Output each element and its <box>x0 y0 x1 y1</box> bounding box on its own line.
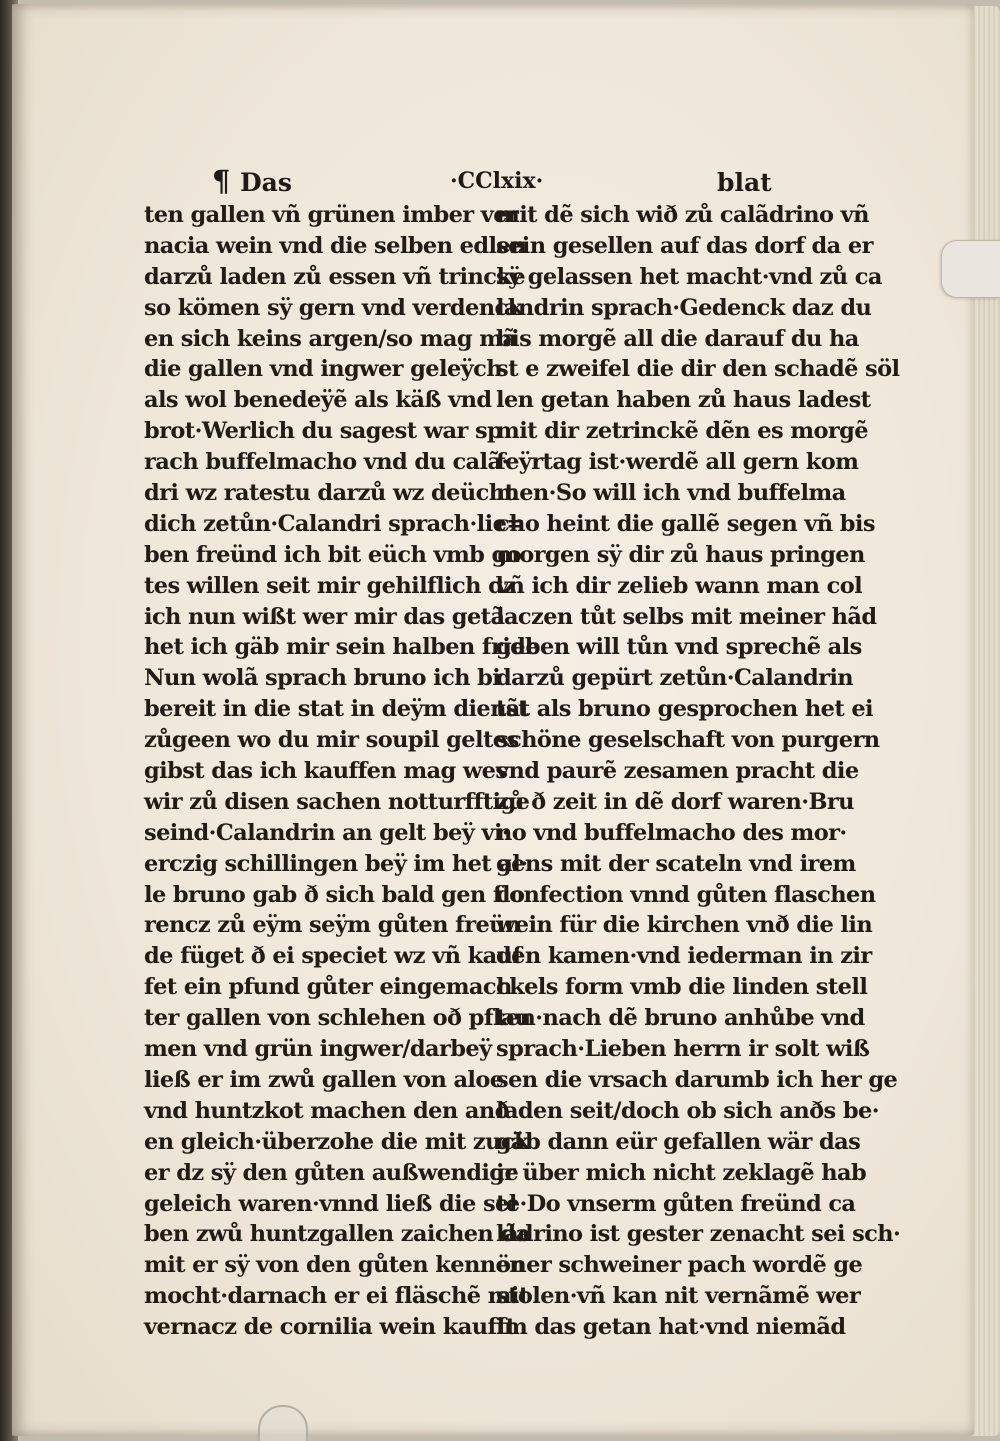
text-line: dich zetůn·Calandri sprach·lie= <box>144 510 525 537</box>
text-line: confection vnnd gůten flaschen <box>496 881 876 908</box>
text-line: seind·Calandrin an gelt beÿ vi· <box>144 819 510 846</box>
text-line: sein gesellen auf das dorf da er <box>496 232 873 259</box>
text-line: vñ ich dir zelieb wann man col <box>496 572 863 599</box>
text-line: wir zů disen sachen notturfftige <box>144 788 530 815</box>
text-line: rach buffelmacho vnd du calã· <box>144 449 509 476</box>
text-line: ter gallen von schlehen oð pflau <box>144 1005 531 1032</box>
text-line: öner schweiner pach wordẽ ge <box>496 1252 863 1279</box>
text-line: te·Do vnserm gůten freünd ca <box>496 1190 856 1217</box>
text-line: landrin sprach·Gedenck daz du <box>496 294 872 321</box>
text-line: ben freünd ich bit eüch vmb go <box>144 541 522 568</box>
text-line: ich nun wißt wer mir das getã <box>144 603 505 630</box>
header-left-text: Das <box>240 168 292 197</box>
text-line: men·So will ich vnd buffelma <box>496 480 846 507</box>
text-line: rencz zů eÿm seÿm gůten freün <box>144 912 521 939</box>
text-line: sen die vrsach darumb ich her ge <box>496 1066 898 1093</box>
text-line: bis morgẽ all die darauf du ha <box>496 325 859 352</box>
text-line: fet ein pfund gůter eingemach <box>144 974 512 1001</box>
text-line: schöne geselschaft von purgern <box>496 727 880 754</box>
text-line: ließ er im zwů gallen von aloe <box>144 1066 504 1093</box>
text-line: no vnd buffelmacho des mor· <box>496 819 847 846</box>
text-line: mocht·darnach er ei fläschẽ mit <box>144 1283 529 1310</box>
text-line: vnd paurẽ zesamen pracht die <box>496 758 859 785</box>
text-line: geben will tůn vnd sprechẽ als <box>496 634 862 661</box>
text-line: ben zwů huntzgallen zaichen da <box>144 1221 530 1248</box>
text-line: ten gallen vñ grünen imber ver <box>144 202 519 228</box>
text-line: morgen sÿ dir zů haus pringen <box>496 541 865 568</box>
text-line: lãdrino ist gester zenacht sei sch· <box>496 1221 901 1248</box>
text-line: brot·Werlich du sagest war sp <box>144 418 503 445</box>
text-line: mit er sÿ von den gůten kennen <box>144 1252 525 1279</box>
text-line: geleich waren·vnnd ließ die sel <box>144 1190 517 1217</box>
text-line: er dz sÿ den gůten außwendige <box>144 1159 519 1186</box>
page-tab-marker <box>941 240 1000 298</box>
text-line: de füget ð ei speciet wz vñ kauf <box>144 943 522 970</box>
text-line: den kamen·vnd iederman in zir <box>496 943 872 970</box>
text-line: ckels form vmb die linden stell <box>496 974 868 1001</box>
text-line: erczig schillingen beÿ im het al· <box>144 850 528 877</box>
folio-number: ·CClxix· <box>450 168 544 194</box>
text-line: en gleich·überzohe die mit zuck <box>144 1128 529 1155</box>
text-line: ir über mich nicht zeklagẽ hab <box>496 1159 867 1186</box>
text-line: so kömen sÿ gern vnd verdenck <box>144 294 523 321</box>
text-line: vernacz de cornilia wein kaufft <box>144 1314 516 1341</box>
text-line: sÿ gelassen het macht·vnd zů ca <box>496 263 882 290</box>
text-line: mit dir zetrinckẽ dẽn es morgẽ <box>496 418 869 445</box>
text-line: zů ð zeit in dẽ dorf waren·Bru <box>496 788 854 815</box>
text-line: bereit in die stat in deÿm dienst <box>144 696 528 723</box>
text-line: Nun wolã sprach bruno ich bi <box>144 665 501 692</box>
text-line: darzů laden zů essen vñ trincke <box>144 263 526 290</box>
text-line: die gallen vnd ingwer geleÿch <box>144 356 502 383</box>
text-line: laczen tůt selbs mit meiner hãd <box>496 603 877 630</box>
header-right-text: blat <box>717 168 772 197</box>
book-page <box>12 4 974 1436</box>
text-line: feÿrtag ist·werdẽ all gern kom <box>496 449 859 476</box>
text-line: st e zweifel die dir den schadẽ söl <box>496 356 900 383</box>
left-text-column <box>144 200 540 1343</box>
right-text-column <box>496 200 901 1343</box>
text-line: tãt als bruno gesprochen het ei <box>496 696 874 723</box>
text-line: laden seit/doch ob sich anðs be· <box>496 1097 879 1124</box>
text-line: len getan haben zů haus ladest <box>496 387 871 414</box>
text-line: cho heint die gallẽ segen vñ bis <box>496 510 875 537</box>
text-line: het ich gäb mir sein halben fride <box>144 634 540 661</box>
text-line: im das getan hat·vnd niemãd <box>496 1314 846 1341</box>
text-line: wein für die kirchen vnð die lin <box>496 912 873 939</box>
text-line: stolen·vñ kan nit vernãmẽ wer <box>496 1283 861 1310</box>
text-line: nacia wein vnd die selben edlen <box>144 232 526 259</box>
text-line: zůgeen wo du mir soupil geltes <box>144 727 519 754</box>
text-line: vnd huntzkot machen den anð <box>144 1097 510 1124</box>
text-line: dri wz ratestu darzů wz deücht <box>144 480 515 507</box>
pilcrow-mark: ¶ <box>212 164 231 198</box>
text-line: gens mit der scateln vnd irem <box>496 850 856 877</box>
text-line: gäb dann eür gefallen wär das <box>496 1128 861 1155</box>
text-line: en sich keins argen/so mag mã <box>144 325 517 352</box>
text-line: tes willen seit mir gehilflich dz <box>144 572 516 599</box>
text-line: ten·nach dẽ bruno anhůbe vnd <box>496 1005 865 1032</box>
text-line: gibst das ich kauffen mag wes <box>144 758 508 785</box>
text-line: als wol benedeÿẽ als käß vnd <box>144 387 492 414</box>
text-line: darzů gepürt zetůn·Calandrin <box>496 665 854 692</box>
running-header <box>212 164 812 204</box>
text-line: men vnd grün ingwer/darbeÿ <box>144 1036 492 1063</box>
text-line: le bruno gab ð sich bald gen flo <box>144 881 525 908</box>
text-line: sprach·Lieben herrn ir solt wiß <box>496 1036 870 1063</box>
text-line: mit dẽ sich wið zů calãdrino vñ <box>496 202 869 228</box>
